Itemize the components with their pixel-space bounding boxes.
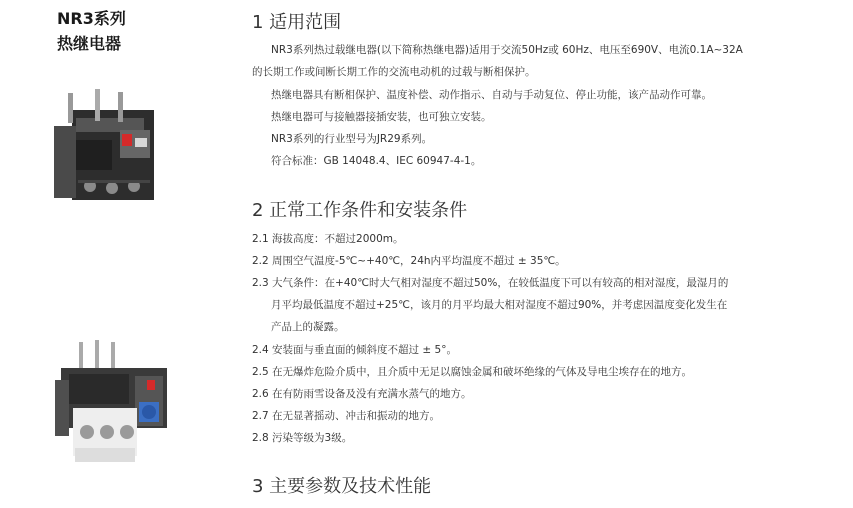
series-name: NR3系列 (57, 9, 126, 28)
scope-paragraph: 符合标准：GB 14048.4、IEC 60947-4-1。 (271, 155, 482, 167)
condition-item: 2.4 安装面与垂直面的倾斜度不超过 ± 5°。 (252, 344, 457, 356)
condition-item: 2.2 周围空气温度-5℃~+40℃，24h内平均温度不超过 ± 35℃。 (252, 255, 566, 267)
scope-paragraph: 热继电器具有断相保护、温度补偿、动作指示、自动与手动复位、停止功能，该产品动作可靠。 (271, 89, 712, 101)
scope-paragraph: 热继电器可与接触器接插安装，也可独立安装。 (271, 111, 492, 123)
condition-item: 产品上的凝露。 (271, 321, 345, 333)
condition-item: 2.6 在有防雨雪设备及没有充满水蒸气的地方。 (252, 388, 472, 400)
series-type: 热继电器 (57, 34, 122, 53)
condition-item: 2.1 海拔高度：不超过2000m。 (252, 233, 404, 245)
section-title-scope: 1 适用范围 (252, 12, 342, 33)
scope-paragraph: NR3系列的行业型号为JR29系列。 (271, 133, 433, 145)
condition-item: 2.8 污染等级为3级。 (252, 432, 353, 444)
scope-paragraph: 的长期工作或间断长期工作的交流电动机的过载与断相保护。 (252, 66, 536, 78)
section-title-conditions: 2 正常工作条件和安装条件 (252, 200, 468, 221)
condition-item: 月平均最低温度不超过+25℃，该月的月平均最大相对湿度不超过90%，并考虑因温度变化发生在 (271, 299, 728, 311)
relay-product-image-blue (53, 338, 173, 468)
series-title (57, 6, 126, 56)
condition-item: 2.5 在无爆炸危险介质中，且介质中无足以腐蚀金属和破坏绝缘的气体及导电尘埃存在的地方。 (252, 366, 693, 378)
condition-item: 2.3 大气条件：在+40℃时大气相对湿度不超过50%，在较低温度下可以有较高的相对湿度，最湿月的 (252, 277, 729, 289)
scope-paragraph: NR3系列热过载继电器(以下简称热继电器)适用于交流50Hz或 60Hz、电压至690V、电流0.1A~32A (271, 44, 743, 56)
relay-product-image-red (50, 88, 170, 210)
section-title-parameters: 3 主要参数及技术性能 (252, 476, 432, 497)
condition-item: 2.7 在无显著摇动、冲击和振动的地方。 (252, 410, 441, 422)
